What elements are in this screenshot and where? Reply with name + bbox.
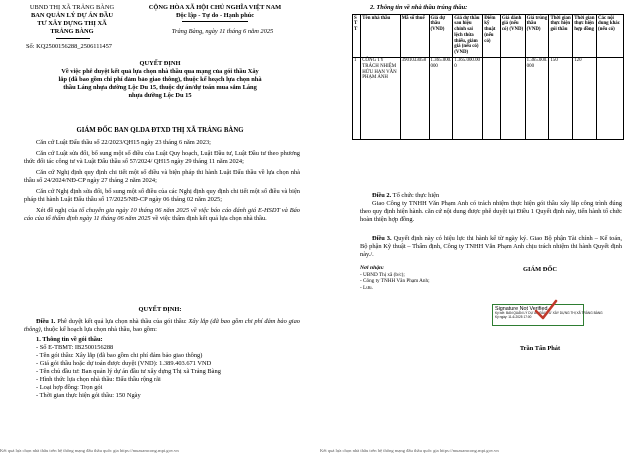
- article-3-body: Quyết định này có hiệu lực thi hành kể từ ngày ký. Giao Bộ phận Tài chính – Kế toán, Bộ phận Kỹ thuật – Thẩm định, Công ty TNHH Văn Phạm Anh chịu trách nhiệm thi hành Quyết định này./.: [360, 235, 622, 258]
- winning-bidder-table: [352, 14, 624, 140]
- signature-date: Ký ngày: 11-6-2025 17:00: [495, 314, 532, 319]
- package-info-item: - Thời gian thực hiện gói thầu: 150 Ngày: [36, 392, 141, 399]
- article-2-title: Tổ chức thực hiện: [391, 192, 440, 199]
- signer-title: GIÁM ĐỐC: [523, 266, 557, 273]
- org-line-4: TRẢNG BÀNG: [50, 28, 94, 35]
- motto-underline: [182, 21, 248, 22]
- col-header-name: Tên nhà thầu: [361, 15, 400, 58]
- cell-other: [597, 57, 624, 139]
- package-info-item: - Tên gói thầu: Xây lắp (đã bao gồm chi phí đảm bảo giao thông): [36, 352, 203, 359]
- package-info-list: [24, 344, 300, 400]
- signer-name: Trần Tấn Phát: [519, 345, 561, 352]
- package-info-item: - Hình thức lựa chọn nhà thầu: Đấu thầu rộng rãi: [36, 376, 161, 383]
- consideration-prefix: Xét đề nghị của: [36, 207, 80, 214]
- org-line-3: TƯ XÂY DỰNG THỊ XÃ: [37, 20, 107, 27]
- col-header-contract-time: Thời gian thực hiện hợp đồng: [573, 15, 597, 58]
- article-1-intro: [24, 318, 300, 334]
- document-page-right: [320, 0, 640, 459]
- article-1-label: Điều 1.: [36, 318, 56, 325]
- recipients-label: Nơi nhận:: [360, 265, 384, 271]
- col-header-pkg-time: Thời gian thực hiện gói thầu: [549, 15, 573, 58]
- consideration: [24, 207, 300, 223]
- col-header-eval: Giá đánh giá (nếu có) (VND): [500, 15, 525, 58]
- cell-stt: 1: [353, 57, 361, 139]
- col-header-award: Giá trúng thầu (VND): [525, 15, 549, 58]
- signature-status: Signature Not Verified: [495, 305, 548, 312]
- article-3: [360, 235, 622, 259]
- document-number: Số: KQ2500156288_2506111457: [26, 43, 112, 50]
- article-2-label: Điều 2.: [372, 192, 392, 199]
- recipient-item: - Lưu.: [360, 284, 373, 291]
- package-info-item: - Số E-TBMT: IB2500156288: [36, 344, 114, 351]
- legal-basis-4: Căn cứ Nghị định sửa đổi, bổ sung một số điều của các Nghị định quy định chi tiết một số điều và biện pháp thi hành Luật Đấu thầu số 17/2025/NĐ-CP ngày 06 tháng 02 năm 2025;: [24, 188, 300, 203]
- col-header-other: Các nội dung khác (nếu có): [597, 15, 624, 58]
- subject-line-3: thầu Láng nhựa đường Lộc Du 15, thuộc dự án/dự toán mua sắm Láng: [63, 84, 257, 91]
- recipient-item: - Công ty TNHH Văn Phạm Anh;: [360, 278, 430, 285]
- package-info-item: - Tên chủ đầu tư: Ban quản lý dự án đầu tư xây dựng Thị xã Trảng Bàng: [36, 368, 221, 375]
- package-info-item: - Giá gói thầu hoặc dự toán được duyệt (VND): 1.389.403.671 VND: [36, 360, 212, 367]
- cell-award: 1.365.000.000: [525, 57, 549, 139]
- article-1: [24, 318, 300, 400]
- legal-basis-3: Căn cứ Nghị định quy định chi tiết một số điều và biện pháp thi hành Luật Đấu thầu về lựa chọn nhà thầu số 24/2024/NĐ-CP ngày 27 tháng 2 năm 2024;: [24, 169, 300, 184]
- article-1-text-b: , thuộc kế hoạch lựa chọn nhà thầu, bao gồm:: [40, 326, 157, 333]
- article-3-text: [360, 235, 622, 259]
- col-header-bid: Giá dự thầu (VND): [429, 15, 453, 58]
- recipients-block: [360, 265, 460, 291]
- recipient-item: - UBND Thị xã (b/c);: [360, 272, 405, 278]
- article-1-text-a: Phê duyệt kết quả lựa chọn nhà thầu của gói thầu:: [55, 318, 189, 325]
- cell-contract-time: 120: [573, 57, 597, 139]
- article-2: [360, 192, 622, 224]
- package-info-item: - Loại hợp đồng: Trọn gói: [36, 384, 103, 391]
- subject-line-4: nhựa đường Lộc Du 15: [128, 92, 192, 99]
- package-info-heading: 1. Thông tin về gói thầu:: [36, 336, 103, 343]
- footer-right: Kết quả lựa chọn nhà thầu trên hệ thống mạng đấu thầu quốc gia https://muasamcong.mpi.gov.vn: [320, 448, 499, 453]
- col-header-tech: Điểm kỹ thuật (nếu có): [483, 15, 501, 58]
- cell-pkg-time: 150: [549, 57, 573, 139]
- cell-eval: [500, 57, 525, 139]
- cell-tech: [483, 57, 501, 139]
- org-line-2: BAN QUẢN LÝ DỰ ÁN ĐẦU: [31, 12, 113, 19]
- consideration-suffix: về việc thẩm định kết quả lựa chọn nhà thầu.: [150, 215, 267, 222]
- legal-basis-1: Căn cứ Luật Đấu thầu số 22/2023/QH15 ngày 23 tháng 6 năm 2023;: [36, 139, 211, 146]
- decision-title: QUYẾT ĐỊNH: [139, 60, 181, 67]
- subject-line-2: lắp (đã bao gồm chi phí đảm bảo giao thông), thuộc kế hoạch lựa chọn nhà: [58, 76, 262, 83]
- consideration-italic: tổ chuyên gia ngày 10 tháng 06 năm 2025 về việc báo cáo đánh giá E-HSDT và Báo cáo của tổ thẩm định ngày 11 tháng 06 năm 2025: [24, 207, 300, 222]
- org-underline: [56, 38, 90, 39]
- issuing-authority: GIÁM ĐỐC BAN QLDA ĐTXD THỊ XÃ TRẢNG BÀNG: [76, 127, 244, 134]
- cell-bid: 1.365.000.000: [429, 57, 453, 139]
- motto: Độc lập - Tự do - Hạnh phúc: [175, 12, 255, 19]
- signature-signer: Ký bởi: BAN QUẢN LÝ DỰ ÁN ĐẦU TƯ XÂY DỰNG THỊ XÃ TRẢNG BÀNG: [495, 311, 603, 316]
- organization-block: [22, 4, 122, 36]
- org-line-1: UBND THỊ XÃ TRẢNG BÀNG: [29, 4, 115, 11]
- bidder-section-title: 2. Thông tin về nhà thầu trúng thầu:: [370, 4, 468, 11]
- article-2-heading: [360, 192, 622, 200]
- decision-subject: [20, 68, 300, 100]
- article-1-text-italic: Xây lắp (đã bao gồm chi phí đảm bảo giao thông): [24, 318, 300, 333]
- col-header-tax: Mã số thuế: [400, 15, 429, 58]
- legal-basis-2: Căn cứ Luật sửa đổi, bổ sung một số điều của Luật Quy hoạch, Luật Đầu tư, Luật Đầu tư theo phương thức đối tác công tư và Luật Đấu thầu số 57/2024/ QH15 ngày 29 tháng 11 năm 2024;: [24, 150, 300, 165]
- article-2-body: Giao Công ty TNHH Văn Phạm Anh có trách nhiệm thực hiện gói thầu xây lắp công trình đúng theo quy định hiện hành. căn cứ nội dung được phê duyệt tại Điều 1 Quyết định này, tiến hành tổ chức hoàn thiện hợp đồng.: [360, 200, 622, 223]
- cell-name: CÔNG TY TRÁCH NHIỆM HỮU HẠN VĂN PHẠM ANH: [361, 57, 400, 139]
- footer-left: Kết quả lựa chọn nhà thầu trên hệ thống mạng đấu thầu quốc gia https://muasamcong.mpi.gov.vn: [0, 448, 179, 453]
- col-header-stt: STT: [353, 15, 361, 58]
- signature-check-icon: [533, 297, 559, 323]
- nation-title: CỘNG HÒA XÃ HỘI CHỦ NGHĨA VIỆT NAM: [148, 4, 282, 11]
- decision-heading: QUYẾT ĐỊNH:: [138, 306, 182, 313]
- cell-tax: 3901033058: [400, 57, 429, 139]
- col-header-adjusted: Giá dự thầu sau hiệu chỉnh sai lệch thừa thiếu, giảm giá (nếu có) (VND): [453, 15, 483, 58]
- cell-adjusted: 1.365.000.000: [453, 57, 483, 139]
- table-row: [353, 57, 624, 139]
- table-header-row: [353, 15, 624, 58]
- subject-line-1: Về việc phê duyệt kết quả lựa chọn nhà thầu qua mạng của gói thầu Xây: [61, 68, 259, 75]
- place-date: Trảng Bàng, ngày 11 tháng 6 năm 2025: [171, 28, 274, 35]
- legal-bases: [24, 139, 300, 223]
- article-3-label: Điều 3.: [372, 235, 392, 242]
- digital-signature-stamp: [492, 304, 603, 326]
